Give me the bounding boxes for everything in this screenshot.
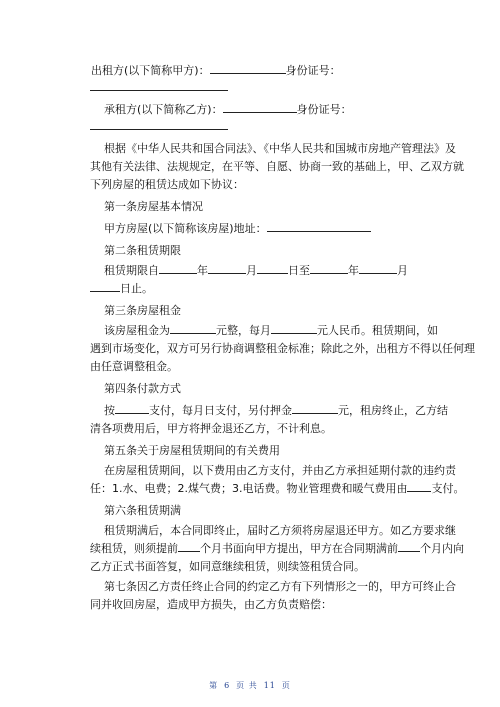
paragraph-line: 清各项费用后，甲方将押金退还乙方，不计利息。 bbox=[90, 422, 332, 435]
paragraph-line: 第七条因乙方责任终止合同的约定乙方有下列情形之一的，甲方可终止合 bbox=[104, 580, 456, 593]
text-segment: 个月书面向甲方提出，甲方在合同期满前 bbox=[200, 542, 398, 555]
lessor-id-blank[interactable] bbox=[90, 80, 228, 91]
paragraph-line: 同并收回房屋，造成甲方损失，由乙方负责赔偿： bbox=[90, 598, 332, 611]
text-segment: 支付，每月日支付，另付押金 bbox=[149, 404, 292, 417]
section-heading: 第六条租赁期满 bbox=[104, 504, 181, 517]
section-heading: 第三条房屋租金 bbox=[104, 304, 181, 317]
page-footer bbox=[0, 680, 500, 691]
paragraph-line: 乙方正式书面答复，如同意继续租赁，则续签租赁合同。 bbox=[90, 560, 365, 573]
paragraph-line: 由任意调整租金。 bbox=[90, 360, 178, 373]
text-segment: 日止。 bbox=[120, 282, 153, 295]
text-segment: 按 bbox=[104, 404, 115, 417]
section-heading: 第二条租赁期限 bbox=[104, 244, 181, 257]
address-label: 甲方房屋(以下简称该房屋)地址： bbox=[104, 222, 267, 235]
start-day-blank[interactable] bbox=[257, 263, 288, 274]
lessor-line bbox=[91, 63, 341, 78]
renewal-line bbox=[90, 541, 464, 556]
lessee-name-blank[interactable] bbox=[223, 102, 297, 113]
text-segment: 元，租房终止，乙方结 bbox=[338, 404, 448, 417]
text-segment: 任：1.水、电费；2.煤气费；3.电话费。物业管理费和暖气费用由 bbox=[90, 482, 408, 495]
text-segment: 支付。 bbox=[431, 482, 465, 495]
payment-line bbox=[104, 403, 448, 418]
footer-suffix: 页 bbox=[281, 681, 291, 690]
rent-line bbox=[104, 323, 438, 338]
section-heading: 第五条关于房屋租赁期间的有关费用 bbox=[104, 444, 280, 457]
end-year-blank[interactable] bbox=[310, 263, 348, 274]
fees-line bbox=[90, 481, 464, 496]
lessor-label: 出租方(以下简称甲方)： bbox=[91, 64, 210, 77]
paragraph-line: 租赁期满后，本合同即终止，届时乙方须将房屋退还甲方。如乙方要求继 bbox=[104, 524, 456, 537]
footer-total-pages: 11 bbox=[263, 681, 276, 690]
lease-term-end-line bbox=[90, 281, 153, 296]
section-heading: 第一条房屋基本情况 bbox=[104, 200, 203, 213]
total-rent-blank[interactable] bbox=[170, 323, 216, 334]
start-year-blank[interactable] bbox=[159, 263, 197, 274]
lessee-line bbox=[104, 102, 352, 117]
deposit-blank[interactable] bbox=[292, 403, 338, 414]
footer-prefix: 第 bbox=[209, 681, 219, 690]
notice-months-blank[interactable] bbox=[178, 541, 200, 552]
lessee-id-blank-line bbox=[90, 119, 228, 134]
text-segment: 元人民币。租赁期间，如 bbox=[317, 324, 438, 337]
payment-method-blank[interactable] bbox=[115, 403, 149, 414]
lessee-id-blank[interactable] bbox=[90, 119, 228, 130]
text-segment: 月 bbox=[246, 264, 257, 277]
text-segment: 年 bbox=[197, 264, 208, 277]
start-month-blank[interactable] bbox=[208, 263, 246, 274]
lessor-name-blank[interactable] bbox=[210, 63, 286, 74]
section-heading: 第四条付款方式 bbox=[104, 382, 181, 395]
fee-payer-blank[interactable] bbox=[407, 481, 431, 492]
text-segment: 日至 bbox=[288, 264, 310, 277]
text-segment: 租赁期限自 bbox=[104, 264, 159, 277]
end-month-blank[interactable] bbox=[359, 263, 397, 274]
reply-months-blank[interactable] bbox=[398, 541, 420, 552]
text-segment: 元整，每月 bbox=[216, 324, 271, 337]
lessor-id-label: 身份证号： bbox=[285, 64, 341, 77]
paragraph-line: 其他有关法律、法规规定，在平等、自愿、协商一致的基础上，甲、乙双方就 bbox=[90, 160, 464, 173]
end-day-blank[interactable] bbox=[90, 281, 120, 292]
lease-term-line bbox=[104, 263, 408, 278]
paragraph-line: 下列房屋的租赁达成如下协议： bbox=[90, 178, 244, 191]
paragraph-line: 在房屋租赁期间，以下费用由乙方支付，并由乙方承担延期付款的违约责 bbox=[104, 464, 456, 477]
text-segment: 续租赁，则须提前 bbox=[90, 542, 178, 555]
lessee-id-label: 身份证号： bbox=[296, 103, 352, 116]
text-segment: 年 bbox=[348, 264, 359, 277]
footer-mid: 页 共 bbox=[236, 681, 258, 690]
footer-page-number: 6 bbox=[224, 681, 231, 690]
text-segment: 个月内向 bbox=[420, 542, 464, 555]
lessor-id-blank-line bbox=[90, 80, 228, 95]
monthly-rent-blank[interactable] bbox=[271, 323, 317, 334]
paragraph-line: 遇到市场变化，双方可另行协商调整租金标准；除此之外，出租方不得以任何理 bbox=[90, 342, 475, 355]
paragraph-line: 根据《中华人民共和国合同法》、《中华人民共和国城市房地产管理法》及 bbox=[104, 142, 456, 155]
address-blank[interactable] bbox=[267, 221, 371, 232]
address-line bbox=[104, 221, 371, 236]
text-segment: 月 bbox=[397, 264, 408, 277]
text-segment: 该房屋租金为 bbox=[104, 324, 170, 337]
lessee-label: 承租方(以下简称乙方)： bbox=[104, 103, 223, 116]
